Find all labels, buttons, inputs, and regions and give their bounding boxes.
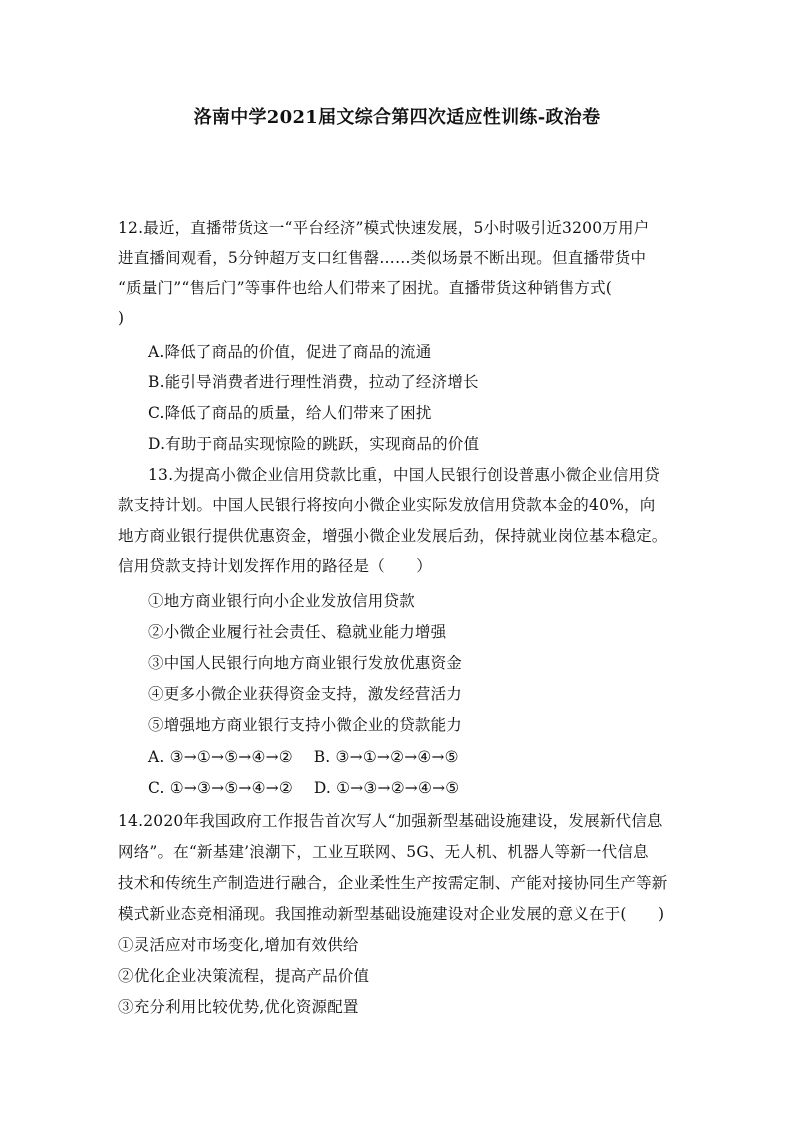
- q12-option-c: C.降低了商品的质量，给人们带来了困扰: [148, 404, 432, 422]
- q13-options-cd: C. ①→③→⑤→④→② D. ①→③→②→④→⑤: [148, 779, 460, 797]
- q13-stem-line: 信用贷款支持计划发挥作用的路径是（ ）: [118, 557, 433, 575]
- q13-item-5: ⑤增强地方商业银行支持小微企业的贷款能力: [148, 716, 463, 734]
- q12-option-a: A.降低了商品的价值，促进了商品的流通: [148, 343, 432, 361]
- q14-stem-line: 14.2020年我国政府工作报告首次写人“加强新型基础设施建设，发展新代信息: [118, 812, 663, 830]
- q13-item-1: ①地方商业银行向小企业发放信用贷款: [148, 592, 415, 610]
- q12-stem-line: 进直播间观看，5分钟超万支口红售罄……类似场景不断出现。但直播带货中: [118, 249, 647, 267]
- q13-item-3: ③中国人民银行向地方商业银行发放优惠资金: [148, 654, 463, 672]
- q13-stem-line: 款支持计划。中国人民银行将按向小微企业实际发放信用贷款本金的40%，向: [118, 496, 656, 514]
- q14-stem-line: 技术和传统生产制造进行融合，企业柔性生产按需定制、产能对接协同生产等新: [118, 874, 668, 892]
- q14-item-1: ①灵活应对市场变化,增加有效供给: [118, 936, 359, 954]
- q12-option-d: D.有助于商品实现惊险的跳跃，实现商品的价值: [148, 435, 480, 453]
- q13-options-ab: A. ③→①→⑤→④→② B. ③→①→②→④→⑤: [148, 748, 459, 766]
- q13-stem-line: 13.为提高小微企业信用贷款比重，中国人民银行创设普惠小微企业信用贷: [148, 466, 660, 484]
- q14-stem-line: 模式新业态竞相涌现。我国推动新型基础设施建设对企业发展的意义在于( ): [118, 905, 665, 923]
- q13-item-2: ②小微企业履行社会责任、稳就业能力增强: [148, 623, 447, 641]
- q12-option-b: B.能引导消费者进行理性消费，拉动了经济增长: [148, 373, 479, 391]
- q12-stem-line: 12.最近，直播带货这一“平台经济”模式快速发展，5小时吸引近3200万用户: [118, 219, 650, 237]
- q13-stem-line: 地方商业银行提供优惠资金，增强小微企业发展后劲，保持就业岗位基本稳定。: [118, 527, 668, 545]
- q14-item-2: ②优化企业决策流程，提高产品价值: [118, 967, 370, 985]
- q13-item-4: ④更多小微企业获得资金支持，激发经营活力: [148, 685, 463, 703]
- q14-item-3: ③充分利用比较优势,优化资源配置: [118, 998, 359, 1016]
- document-title: 洛南中学2021届文综合第四次适应性训练-政治卷: [193, 107, 601, 128]
- q14-stem-line: 网络”。在“新基建’浪潮下，工业互联网、5G、无人机、机器人等新一代信息: [118, 843, 649, 861]
- q12-stem-line: “质量门”“售后门”等事件也给人们带来了困扰。直播带货这种销售方式(: [118, 279, 613, 297]
- q12-stem-line: ): [118, 309, 125, 327]
